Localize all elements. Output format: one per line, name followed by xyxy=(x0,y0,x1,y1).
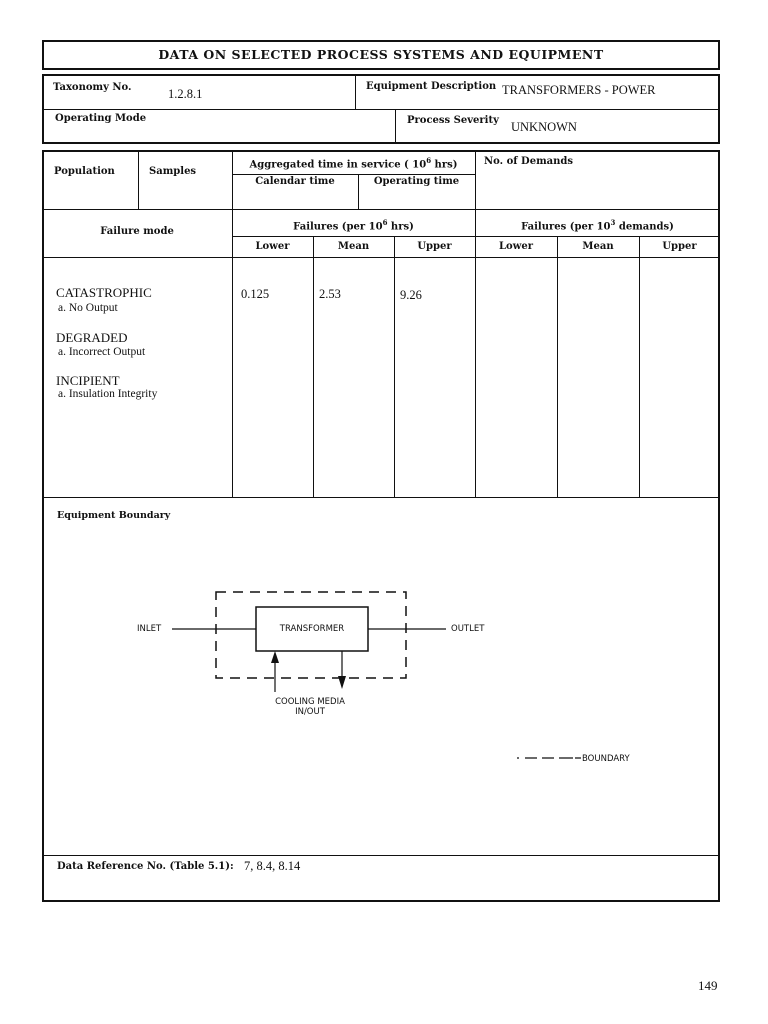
page-title: DATA ON SELECTED PROCESS SYSTEMS AND EQUIPMENT xyxy=(158,47,604,62)
mode-degraded: DEGRADED xyxy=(56,330,128,345)
row-line-3 xyxy=(232,236,720,237)
aggregated-post: hrs) xyxy=(431,159,458,171)
failures-dem-exp: 3 xyxy=(610,218,616,227)
row-line-4 xyxy=(42,257,720,258)
failures-hrs-exp: 6 xyxy=(382,218,388,227)
mode-catastrophic: CATASTROPHIC xyxy=(56,285,152,300)
demands-label: No. of Demands xyxy=(484,156,574,167)
population-label: Population xyxy=(54,166,115,177)
col-header-lower-dem: Lower xyxy=(499,241,533,252)
mode-incipient: INCIPIENT xyxy=(56,373,120,388)
main-box xyxy=(42,150,720,902)
severity-label: Process Severity xyxy=(407,115,499,126)
mode-catastrophic-sub: a. No Output xyxy=(58,302,118,314)
col-header-upper-hrs: Upper xyxy=(417,241,452,252)
aggregated-label xyxy=(232,156,475,170)
boundary-dashed-rect xyxy=(216,592,406,678)
legend-dash xyxy=(517,752,583,764)
header-divider xyxy=(42,109,720,110)
catastrophic-upper: 9.26 xyxy=(400,288,422,302)
catastrophic-lower: 0.125 xyxy=(241,287,270,301)
mode-incipient-sub: a. Insulation Integrity xyxy=(58,388,158,400)
transformer-label: TRANSFORMER xyxy=(279,624,345,634)
header-vline-top xyxy=(355,74,356,109)
col-line-c xyxy=(313,236,314,497)
failures-hrs-pre: Failures (per 10 xyxy=(293,221,383,233)
samples-label: Samples xyxy=(149,166,197,177)
equipment-label: Equipment Description xyxy=(366,81,497,92)
operating-time-label: Operating time xyxy=(373,176,460,187)
taxonomy-label: Taxonomy No. xyxy=(53,82,132,93)
col-line-a xyxy=(232,150,233,497)
cooling-label-2: IN/OUT xyxy=(295,707,325,717)
col-line-population xyxy=(138,150,139,209)
row-line-2 xyxy=(42,209,720,210)
operating-mode-label: Operating Mode xyxy=(55,113,147,124)
cooling-out-arrowhead xyxy=(338,676,346,689)
inlet-label: INLET xyxy=(137,624,162,634)
taxonomy-value: 1.2.8.1 xyxy=(168,87,203,101)
equipment-value: TRANSFORMERS - POWER xyxy=(502,83,656,97)
col-header-mean-dem: Mean xyxy=(582,241,614,252)
reference-value: 7, 8.4, 8.14 xyxy=(244,859,301,873)
header-vline-bottom xyxy=(395,109,396,144)
boundary-legend-label: BOUNDARY xyxy=(582,754,630,764)
calendar-label: Calendar time xyxy=(255,176,335,187)
aggregated-exp: 6 xyxy=(426,156,432,165)
row-line-5 xyxy=(42,497,720,498)
col-header-upper-dem: Upper xyxy=(662,241,697,252)
aggregated-pre: Aggregated time in service ( 10 xyxy=(249,159,427,171)
mode-degraded-sub: a. Incorrect Output xyxy=(58,346,146,358)
equipment-boundary-label: Equipment Boundary xyxy=(57,510,171,521)
col-line-b xyxy=(475,150,476,497)
cooling-label-1: COOLING MEDIA xyxy=(275,697,345,707)
failure-mode-label: Failure mode xyxy=(100,226,174,237)
row-line-1 xyxy=(232,174,475,175)
reference-label: Data Reference No. (Table 5.1): xyxy=(57,861,234,872)
catastrophic-mean: 2.53 xyxy=(319,287,341,301)
col-line-d xyxy=(394,236,395,497)
col-line-f xyxy=(639,236,640,497)
row-line-6 xyxy=(42,855,720,856)
page-number: 149 xyxy=(698,978,718,993)
failures-dem-post: demands) xyxy=(615,221,674,233)
outlet-label: OUTLET xyxy=(451,624,485,634)
failures-demands-label xyxy=(475,218,720,232)
col-line-e xyxy=(557,236,558,497)
col-header-lower-hrs: Lower xyxy=(255,241,290,252)
col-header-mean-hrs: Mean xyxy=(337,241,370,252)
failures-hrs-post: hrs) xyxy=(387,221,414,233)
severity-value: UNKNOWN xyxy=(511,120,577,134)
failures-hrs-label xyxy=(232,218,475,232)
failures-dem-pre: Failures (per 10 xyxy=(521,221,611,233)
cooling-in-arrowhead xyxy=(271,651,279,663)
